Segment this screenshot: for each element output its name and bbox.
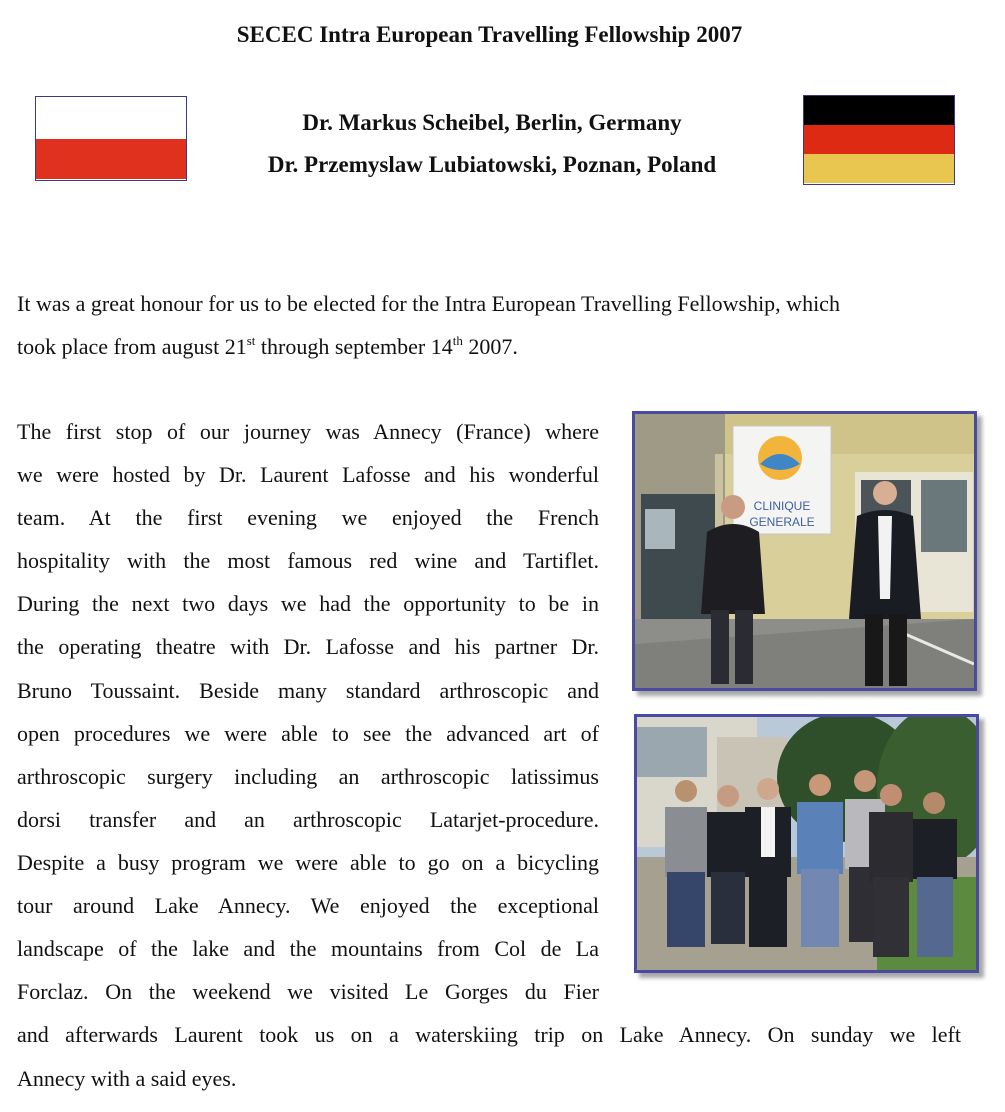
body-line: open procedures we were able to see the advanced art of	[17, 720, 599, 746]
body-line: team. At the first evening we enjoyed the French	[17, 505, 599, 531]
author-1: Dr. Markus Scheibel, Berlin, Germany	[302, 110, 682, 135]
germany-flag	[803, 95, 955, 185]
body-line: and afterwards Laurent took us on a waterskiing trip on Lake Annecy. On sunday we left	[17, 1022, 961, 1047]
clinic-sign-line-2: GENERALE	[749, 515, 815, 529]
body-line: we were hosted by Dr. Laurent Lafosse and his wonderful	[17, 462, 599, 488]
intro-line-1: It was a great honour for us to be elected for the Intra European Travelling Fellowship, which	[17, 291, 840, 316]
document-title: SECEC Intra European Travelling Fellowship 2007	[236, 22, 743, 47]
intro-line-2: took place from august 21st through september 14th 2007.	[17, 333, 518, 359]
body-paragraph-full	[17, 1013, 961, 1100]
clinic-sign-line-1: CLINIQUE	[753, 499, 811, 513]
body-line: The first stop of our journey was Annecy (France) where	[17, 419, 599, 444]
body-line: dorsi transfer and an arthroscopic Latarjet-procedure.	[17, 806, 599, 832]
intro-paragraph	[17, 282, 965, 368]
author-2: Dr. Przemyslaw Lubiatowski, Poznan, Poland	[267, 152, 717, 177]
body-line: Forclaz. On the weekend we visited Le Gorges du Fier	[17, 979, 599, 1005]
body-line: hospitality with the most famous red wine and Tartiflet.	[17, 548, 599, 574]
body-line: tour around Lake Annecy. We enjoyed the exceptional	[17, 893, 599, 919]
body-line: landscape of the lake and the mountains from Col de La	[17, 936, 599, 962]
body-line: Despite a busy program we were able to go on a bicycling	[17, 849, 599, 875]
body-line: the operating theatre with Dr. Lafosse and his partner Dr.	[17, 634, 599, 660]
group-photo	[634, 714, 979, 973]
clinic-photo	[632, 411, 977, 691]
body-line: arthroscopic surgery including an arthroscopic latissimus	[17, 763, 599, 789]
body-line: Annecy with a said eyes.	[17, 1065, 237, 1091]
body-line: Bruno Toussaint. Beside many standard arthroscopic and	[17, 677, 599, 703]
body-line: During the next two days we had the opportunity to be in	[17, 591, 599, 617]
body-paragraph-column	[17, 410, 599, 1013]
